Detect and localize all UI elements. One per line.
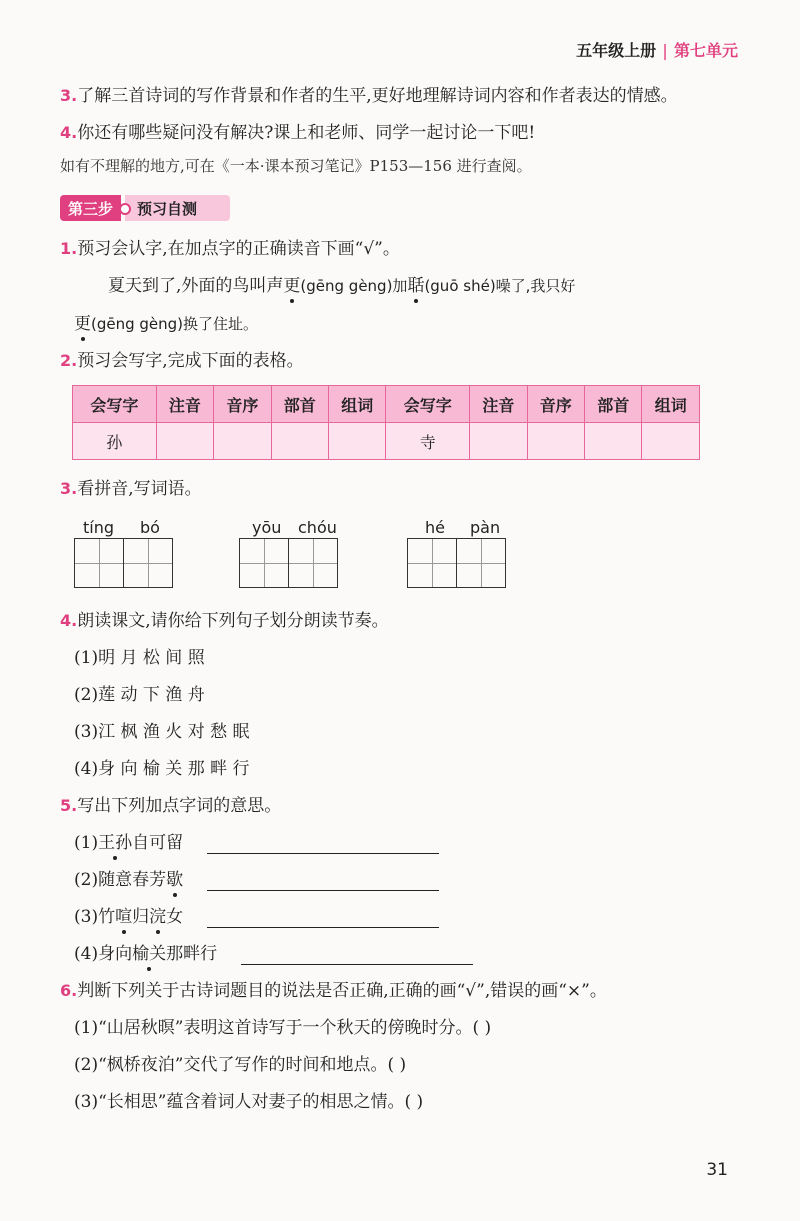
item-suffix: 那畔行 bbox=[166, 944, 218, 964]
write-characters-table bbox=[72, 385, 700, 460]
grid-cell[interactable] bbox=[239, 538, 289, 588]
pinyin-label: bó bbox=[140, 518, 160, 537]
answer-blank[interactable] bbox=[207, 835, 439, 854]
pinyin-choice[interactable]: (gēng gèng)加 bbox=[300, 277, 408, 295]
item-prefix: (3)竹 bbox=[74, 907, 116, 927]
rhythm-item: (2)莲 动 下 渔 舟 bbox=[74, 685, 205, 705]
q1-prompt bbox=[60, 238, 400, 260]
char-cell: 寺 bbox=[386, 423, 470, 460]
judgement-item[interactable]: (3)“长相思”蕴含着词人对妻子的相思之情。( ) bbox=[74, 1092, 424, 1112]
dotted-char: 更 bbox=[74, 314, 91, 334]
q6-text: 判断下列关于古诗词题目的说法是否正确,正确的画“√”,错误的画“×”。 bbox=[77, 981, 607, 1001]
answer-blank[interactable] bbox=[241, 946, 473, 965]
pinyin-label: pàn bbox=[470, 518, 501, 537]
answer-cell[interactable] bbox=[156, 423, 213, 460]
grid-cell[interactable] bbox=[288, 538, 338, 588]
answer-cell[interactable] bbox=[527, 423, 584, 460]
pinyin-choice[interactable]: (guō shé)噪了,我只好 bbox=[424, 277, 576, 295]
q4-number: 4. bbox=[60, 611, 78, 630]
judgement-item[interactable]: (1)“山居秋暝”表明这首诗写于一个秋天的傍晚时分。( ) bbox=[74, 1018, 492, 1038]
char-cell: 孙 bbox=[73, 423, 157, 460]
header-cell: 会写字 bbox=[73, 386, 157, 423]
q1-number: 1. bbox=[60, 239, 78, 258]
q3-number: 3. bbox=[60, 479, 78, 498]
item-middle: 归 bbox=[132, 907, 150, 927]
meaning-item-3 bbox=[74, 906, 439, 928]
pinyin-label: hé bbox=[425, 518, 445, 537]
answer-blank[interactable] bbox=[207, 872, 439, 891]
item-number: 4. bbox=[60, 123, 78, 142]
step-dot-icon bbox=[119, 203, 131, 215]
q2-text: 预习会写字,完成下面的表格。 bbox=[77, 351, 304, 371]
item-prefix: (1) bbox=[74, 833, 99, 853]
grade-label: 五年级上册 bbox=[576, 41, 657, 60]
step-title: 预习自测 bbox=[125, 195, 230, 221]
q5-prompt bbox=[60, 795, 281, 817]
rhythm-item: (3)江 枫 渔 火 对 愁 眠 bbox=[74, 722, 250, 742]
meaning-item-2 bbox=[74, 869, 439, 891]
writing-grid[interactable] bbox=[240, 538, 338, 588]
q2-prompt bbox=[60, 350, 304, 372]
q5-number: 5. bbox=[60, 796, 78, 815]
answer-cell[interactable] bbox=[585, 423, 642, 460]
item-suffix: 自可留 bbox=[132, 833, 184, 853]
item-text: 了解三首诗词的写作背景和作者的生平,更好地理解诗词内容和作者表达的情感。 bbox=[77, 86, 678, 106]
meaning-item-4 bbox=[74, 943, 473, 965]
dotted-word: 喧 bbox=[115, 907, 133, 927]
header-cell: 组词 bbox=[642, 386, 700, 423]
header-cell: 部首 bbox=[585, 386, 642, 423]
header-cell: 音序 bbox=[214, 386, 271, 423]
grid-cell[interactable] bbox=[123, 538, 173, 588]
dotted-char: 更 bbox=[283, 276, 301, 296]
answer-blank[interactable] bbox=[207, 909, 439, 928]
q4-prompt bbox=[60, 610, 389, 632]
item-number: 3. bbox=[60, 86, 78, 105]
header-cell: 音序 bbox=[527, 386, 584, 423]
dotted-word: 王孙 bbox=[98, 833, 133, 853]
preview-item-3 bbox=[60, 85, 678, 107]
q6-prompt bbox=[60, 980, 607, 1002]
answer-cell[interactable] bbox=[329, 423, 386, 460]
item-prefix: (2)随意春芳 bbox=[74, 870, 167, 890]
grid-cell[interactable] bbox=[407, 538, 457, 588]
item-prefix: (4)身向 bbox=[74, 944, 133, 964]
page-number: 31 bbox=[706, 1160, 728, 1180]
grid-cell[interactable] bbox=[74, 538, 124, 588]
answer-cell[interactable] bbox=[214, 423, 271, 460]
page-header bbox=[576, 38, 738, 61]
dotted-word: 歇 bbox=[166, 870, 184, 890]
table-row bbox=[73, 423, 700, 460]
header-cell: 注音 bbox=[470, 386, 527, 423]
meaning-item-1 bbox=[74, 832, 439, 854]
preview-item-4 bbox=[60, 122, 535, 144]
item-suffix: 女 bbox=[166, 907, 184, 927]
header-cell: 部首 bbox=[271, 386, 328, 423]
item-text: 你还有哪些疑问没有解决?课上和老师、同学一起讨论一下吧! bbox=[77, 123, 536, 143]
q5-text: 写出下列加点字词的意思。 bbox=[77, 796, 282, 816]
q3-text: 看拼音,写词语。 bbox=[77, 479, 202, 499]
q6-number: 6. bbox=[60, 981, 78, 1000]
dotted-word: 浣 bbox=[149, 907, 167, 927]
answer-cell[interactable] bbox=[271, 423, 328, 460]
q1-sentence-line2 bbox=[74, 313, 258, 335]
writing-grid[interactable] bbox=[408, 538, 506, 588]
writing-grid[interactable] bbox=[75, 538, 173, 588]
rhythm-item: (1)明 月 松 间 照 bbox=[74, 648, 205, 668]
grid-cell[interactable] bbox=[456, 538, 506, 588]
step-label: 第三步 bbox=[60, 195, 121, 221]
answer-cell[interactable] bbox=[642, 423, 700, 460]
header-separator: | bbox=[662, 41, 668, 60]
answer-cell[interactable] bbox=[470, 423, 527, 460]
q1-sentence-line1 bbox=[108, 275, 575, 297]
header-cell: 注音 bbox=[156, 386, 213, 423]
judgement-item[interactable]: (2)“枫桥夜泊”交代了写作的时间和地点。( ) bbox=[74, 1055, 407, 1075]
step-badge bbox=[60, 195, 230, 221]
rhythm-item: (4)身 向 榆 关 那 畔 行 bbox=[74, 759, 250, 779]
unit-label: 第七单元 bbox=[673, 41, 738, 60]
header-cell: 会写字 bbox=[386, 386, 470, 423]
pinyin-label: tíng bbox=[83, 518, 115, 537]
dotted-word: 榆关 bbox=[132, 944, 167, 964]
q2-number: 2. bbox=[60, 351, 78, 370]
dotted-char: 聒 bbox=[407, 276, 425, 296]
reference-note: 如有不理解的地方,可在《一本·课本预习笔记》P153—156 进行查阅。 bbox=[60, 157, 532, 175]
q1-text: 预习会认字,在加点字的正确读音下画“√”。 bbox=[77, 239, 400, 259]
pinyin-label: chóu bbox=[298, 518, 337, 537]
q1-text-a: 夏天到了,外面的鸟叫声 bbox=[108, 276, 284, 296]
header-cell: 组词 bbox=[329, 386, 386, 423]
q4-text: 朗读课文,请你给下列句子划分朗读节奏。 bbox=[77, 611, 389, 631]
pinyin-label: yōu bbox=[252, 518, 282, 537]
q3-prompt bbox=[60, 478, 202, 500]
pinyin-choice[interactable]: (gēng gèng)换了住址。 bbox=[91, 315, 259, 333]
table-header-row bbox=[73, 386, 700, 423]
